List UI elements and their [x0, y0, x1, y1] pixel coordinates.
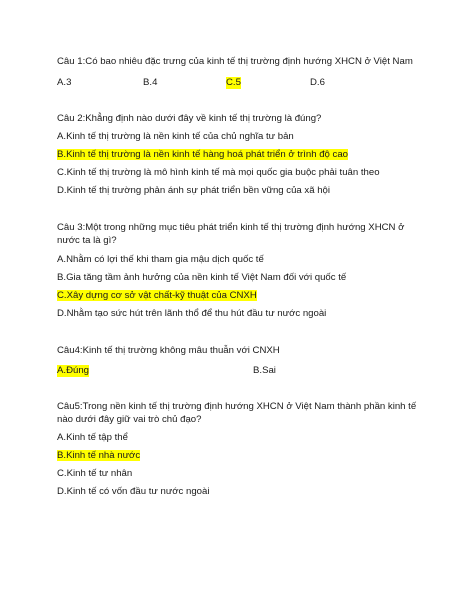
question-2-text: Câu 2:Khẳng định nào dưới đây về kinh tế thị trường là đúng?	[57, 113, 322, 124]
q3-option-b: B.Gia tăng tầm ảnh hưởng của nền kinh tế Việt Nam đối với quốc tế	[57, 272, 347, 283]
q2-option-d: D.Kinh tế thị trường phản ánh sự phát triển bền vững của xã hội	[57, 185, 331, 196]
q3-option-c-wrapper	[57, 290, 257, 302]
q1-option-c: C.5	[226, 77, 241, 88]
q2-option-b-wrapper	[57, 149, 348, 161]
q3-option-d: D.Nhằm tạo sức hút trên lãnh thổ để thu hút đầu tư nước ngoài	[57, 308, 327, 319]
q5-option-b-wrapper	[57, 450, 140, 462]
q5-option-d: D.Kinh tế có vốn đầu tư nước ngoài	[57, 486, 210, 497]
q1-option-d: D.6	[310, 77, 325, 88]
question-4-text: Câu4:Kinh tế thị trường không mâu thuẫn với CNXH	[57, 345, 280, 356]
q5-option-a: A.Kinh tế tập thể	[57, 432, 128, 443]
q2-option-c: C.Kinh tế thị trường là mô hình kinh tế mà mọi quốc gia buộc phải tuân theo	[57, 167, 380, 178]
question-3-text: Câu 3:Một trong những mục tiêu phát triển kinh tế thị trường định hướng XHCN ở nước ta là gì?	[57, 222, 405, 246]
question-1-text: Câu 1:Có bao nhiêu đặc trưng của kinh tế thị trường định hướng XHCN ở Việt Nam	[57, 56, 413, 67]
q1-option-a: A.3	[57, 77, 72, 88]
q4-option-b: B.Sai	[253, 365, 276, 376]
q2-option-b: B.Kinh tế thị trường là nền kinh tế hàng hoá phát triển ở trình độ cao	[57, 149, 349, 160]
q5-option-b: B.Kinh tế nhà nước	[57, 450, 141, 461]
q1-option-b: B.4	[143, 77, 158, 88]
question-5-text: Câu5:Trong nền kinh tế thị trường định hướng XHCN ở Việt Nam thành phần kinh tế nào dưới đây giữ vai trò chủ đạo?	[57, 401, 417, 425]
q3-option-c: C.Xây dựng cơ sở vật chất-kỹ thuật của CNXH	[57, 290, 257, 301]
q4-option-a: A.Đúng	[57, 365, 89, 376]
q3-option-a: A.Nhằm có lợi thế khi tham gia mậu dịch quốc tế	[57, 254, 264, 265]
q5-option-c: C.Kinh tế tư nhân	[57, 468, 133, 479]
q2-option-a: A.Kinh tế thị trường là nền kinh tế của chủ nghĩa tư bản	[57, 131, 294, 142]
